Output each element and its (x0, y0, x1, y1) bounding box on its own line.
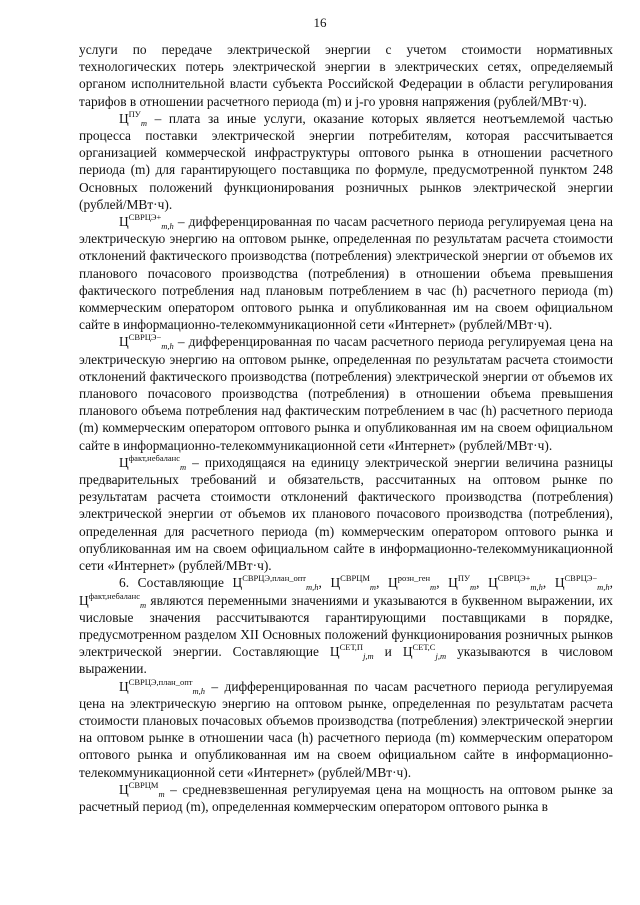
symbol-c-set-s: $Ц^{СЕТ,С}_{j,m}$ (402, 642, 447, 662)
symbol-c-fakt-nebalans-list: $Ц^{факт,небаланс}_m$ (79, 590, 147, 610)
symbol-c-set-p: $Ц^{СЕТ,П}_{j,m}$ (329, 642, 374, 662)
document-body (79, 41, 613, 815)
paragraph-svrcz-plan: $Ц^{СВРЦЭ,план\_опт}_{m,h}$ – дифференцированная по часам расчетного периода регулируемая цена на электрическую энергию на оптовом рынке, определенная по результатам расчета стоимости плановых почасовых объемов производства (потребления) электрической энергии на оптовом рынке в отношении часа (h) расчетного периода (m) коммерческим оператором оптового рынка и опубликованная им на своем официальном сайте в информационно-телекоммуникационной сети «Интернет» (рублей/МВт·ч). (79, 676, 613, 780)
paragraph-svrcz-minus: $Ц^{СВРЦЭ-}_{m,h}$ – дифференцированная по часам расчетного периода регулируемая цена на электрическую энергию на оптовом рынке, определенная по результатам расчета стоимости отклонений фактического производства (потребления) электрической энергии от объемов их планового почасового производства (потребления) в отношении объема превышения планового объема потребления над фактическим потреблением в час (h) расчетного периода (m) коммерческим оператором оптового рынка и опубликованная им на своем официальном сайте в информационно-телекоммуникационной сети «Интернет» (рублей/МВт·ч). (79, 332, 613, 453)
symbol-c-svrcz-plus-list: $Ц^{СВРЦЭ+}_{m,h}$ (488, 573, 543, 593)
symbol-c-svrcz-minus-list: $Ц^{СВРЦЭ-}_{m,h}$ (554, 573, 610, 593)
symbol-c-svrcm: $Ц^{СВРЦМ}_m$ (330, 573, 377, 593)
paragraph-section-6: 6. Составляющие $Ц^{СВРЦЭ,план\_опт}_{m,h}$, $Ц^{СВРЦМ}_m$, $Ц^{розн\_ген}_m$, $Ц^{ПУ}_m$, $Ц^{СВРЦЭ+}_{m,h}$, $Ц^{СВРЦЭ-}_{m,h}$, $Ц^{факт,небаланс}_m$ являются переменными значениями и указываются в буквенном выражении, их числовые значения рассчитываются гарантирующими поставщиками в порядке, предусмотренном разделом XII Основных положений функционирования розничных рынков электрической энергии. Составляющие $Ц^{СЕТ,П}_{j,m}$ и $Ц^{СЕТ,С}_{j,m}$ указываются в числовом выражении. (79, 573, 614, 677)
symbol-c-svrcz-plus: $Ц^{СВРЦЭ+}_{m,h}$ (119, 212, 174, 232)
symbol-c-rozn-gen: $Ц^{розн\_ген}_m$ (388, 573, 437, 593)
symbol-c-svrcz-plan-def: $Ц^{СВРЦЭ,план\_опт}_{m,h}$ (119, 676, 206, 696)
paragraph-fakt-nebalans: $Ц^{факт,небаланс}_m$ – приходящаяся на единицу электрической энергии величина разницы предварительных требований и обязательств, рассчитанных на оптовом рынке по результатам расчета стоимости отклонений фактического производства (потребления) электрической энергии от объемов их планового почасового производства (потребления), определенная для расчетного периода (m) коммерческим оператором оптового рынка и опубликованная им на своем официальном сайте в информационно-телекоммуникационной сети «Интернет» (рублей/МВт·ч). (79, 452, 613, 574)
paragraph-svrcz-plus: $Ц^{СВРЦЭ+}_{m,h}$ – дифференцированная по часам расчетного периода регулируемая цена на электрическую энергию на оптовом рынке, определенная по результатам расчета стоимости отклонений фактического производства (потребления) электрической энергии от объемов их планового почасового производства (потребления) в отношении объема превышения фактического потребления над плановым потреблением в час (h) расчетного периода (m) коммерческим оператором оптового рынка и опубликованная им на своем официальном сайте в информационно-телекоммуникационной сети «Интернет» (рублей/МВт·ч). (79, 212, 613, 333)
symbol-c-pu-list: $Ц^{ПУ}_m$ (448, 573, 477, 593)
symbol-c-pu: $Ц^{ПУ}_m$ (119, 108, 147, 128)
symbol-c-fakt-nebalans: $Ц^{факт,небаланс}_m$ (119, 452, 187, 472)
symbol-c-svrcz-plan: $Ц^{СВРЦЭ,план\_опт}_{m,h}$ (232, 573, 319, 593)
paragraph-transmission-cost: услуги по передаче электрической энергии с учетом стоимости нормативных технологических потерь электрической энергии в электрических сетях, определяемый органом исполнительной власти субъекта Российской Федерации в области регулирования тарифов в отношении расчетного периода (m) и j-го уровня напряжения (рублей/МВт·ч). (79, 42, 613, 109)
symbol-c-svrcm-def: $Ц^{СВРЦМ}_m$ (119, 779, 165, 799)
page-number: 16 (313, 15, 327, 30)
paragraph-svrcm: $Ц^{СВРЦМ}_m$ – средневзвешенная регулируемая цена на мощность на оптовом рынке за расчетный период (m), определенная коммерческим оператором оптового рынка в (79, 779, 613, 814)
symbol-c-svrcz-minus: $Ц^{СВРЦЭ-}_{m,h}$ (119, 332, 174, 352)
paragraph-other-services: $Ц^{ПУ}_m$ – плата за иные услуги, оказание которых является неотъемлемой частью процесса поставки электрической энергии потребителям, которая рассчитывается организацией коммерческой инфраструктуры оптового рынка в отношении расчетного периода (m) для гарантирующего поставщика по формуле, предусмотренной пунктом 248 Основных положений функционирования розничных рынков электрической энергии (рублей/МВт·ч). (79, 108, 613, 212)
